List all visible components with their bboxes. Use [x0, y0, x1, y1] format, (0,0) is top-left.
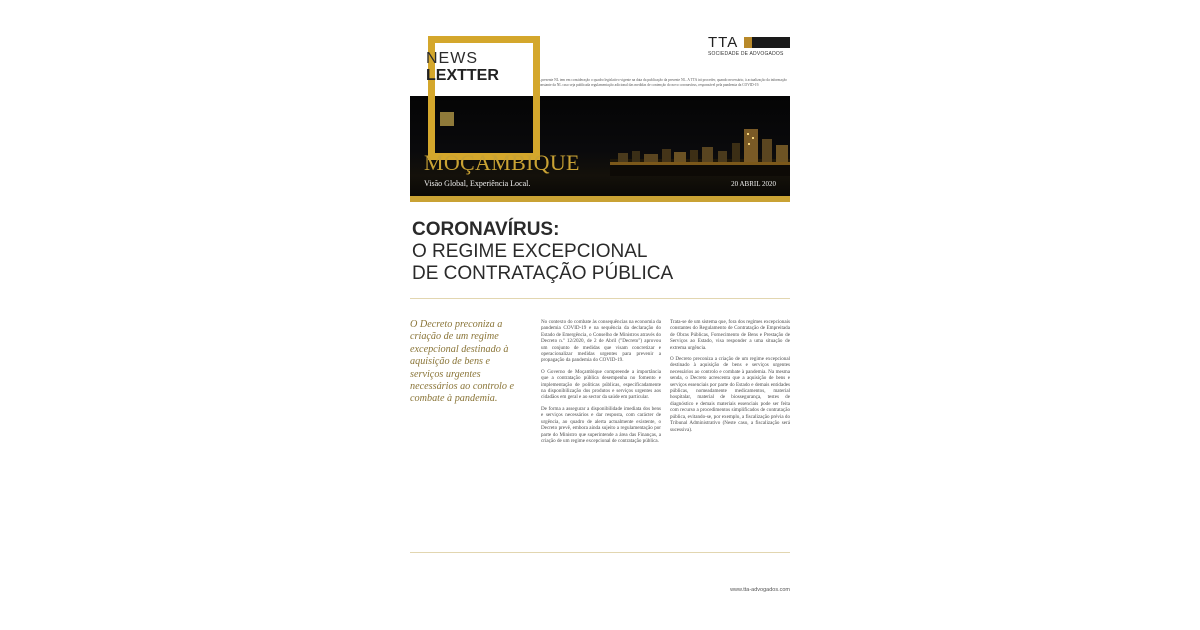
paragraph: De forma a assegurar a disponibilidade imediata dos bens e serviços necessários e dar resposta, com carácter de urgência, ao quadro de alerta actualmente existente, o Decreto prevê, embora ainda sujeito a regulamentação por parte do Ministro que superintende a área das Finanças, a criação de um regime excepcional de contratação pública. [541, 405, 661, 444]
intro-note: A presente NL tem em consideração o quadro legislativo vigente na data da publicação da presente NL. A TTA irá proceder, quando necessário, à actualização da informação constante da NL caso seja publicada regulamentação adicional das medidas de contenção do novo coronavírus, responsável pela pandemia da COVID-19. [538, 78, 787, 87]
logo-subtitle: SOCIEDADE DE ADVOGADOS [708, 51, 784, 57]
masthead-news: NEWS [426, 50, 478, 67]
headline-line-3: DE CONTRATAÇÃO PÚBLICA [412, 263, 674, 284]
paragraph: Trata-se de um sistema que, fora dos regimes excepcionais constantes do Regulamento de Contratação de Empreitada de Obras Públicas, Fornecimento de Bens e Prestação de Serviços ao Estado, visa responder a uma situação de extrema urgência. [670, 319, 790, 351]
gold-divider [410, 196, 790, 202]
body-column-b [670, 319, 790, 438]
footer-divider [410, 552, 790, 553]
website-link[interactable]: www.tta-advogados.com [730, 587, 790, 593]
tta-logo: TTA [708, 34, 739, 51]
masthead-lextter: LEXTTER [426, 67, 499, 84]
logo-accent-icon [744, 37, 752, 48]
paragraph: O Decreto preconiza a criação de um regime excepcional destinado à aquisição de bens e serviços urgentes necessários ao controlo e combate à pandemia. Na mesma senda, o Decreto acrescenta que a aquisição de bens e serviços essenciais por parte do Estado e demais entidades públicas, nomeadamente medicamentos, material hospitalar, material de biossegurança, testes de diagnóstico e demais materiais essenciais pode ser feita com recurso a procedimentos simplificados de contratação pública, evitando-se, por exemplo, a fiscalização prévia do Tribunal Administrativo (Neste caso, a fiscalização será sucessiva). [670, 356, 790, 433]
country-title: MOÇAMBIQUE [424, 150, 580, 175]
issue-date: 20 ABRIL 2020 [731, 180, 776, 188]
banner-tagline: Visão Global, Experiência Local. [424, 179, 531, 188]
paragraph: O Governo de Moçambique compreende a importância que a contratação pública desempenha no fomento e implementação de políticas públicas, especificadamente na disponibilização dos produtos e serviços urgentes aos cidadãos em geral e ao sector da saúde em particular. [541, 368, 661, 401]
paragraph: No contexto do combate às consequências na economia da pandemia COVID-19 e na sequência da declaração do Estado de Emergência, o Conselho de Ministros através do Decreto n.º 12/2020, de 2 de Abril ("Decreto") aprovou um conjunto de medidas que visam concretizar e operacionalizar medidas urgentes para prevenir a propagação da pandemia do COVID-19. [541, 319, 662, 364]
section-divider [410, 298, 790, 299]
headline-line-1: CORONAVÍRUS: [412, 219, 560, 240]
city-skyline-image [610, 121, 790, 176]
gold-square-icon [440, 112, 454, 126]
body-column-a [541, 319, 661, 449]
newsletter-page [410, 36, 790, 606]
headline-line-2: O REGIME EXCEPCIONAL [412, 241, 648, 262]
pull-quote: O Decreto preconiza a criação de um regime excepcional destinado à aquisição de bens e serviços urgentes necessários ao controlo e combate à pandemia. [410, 319, 515, 405]
